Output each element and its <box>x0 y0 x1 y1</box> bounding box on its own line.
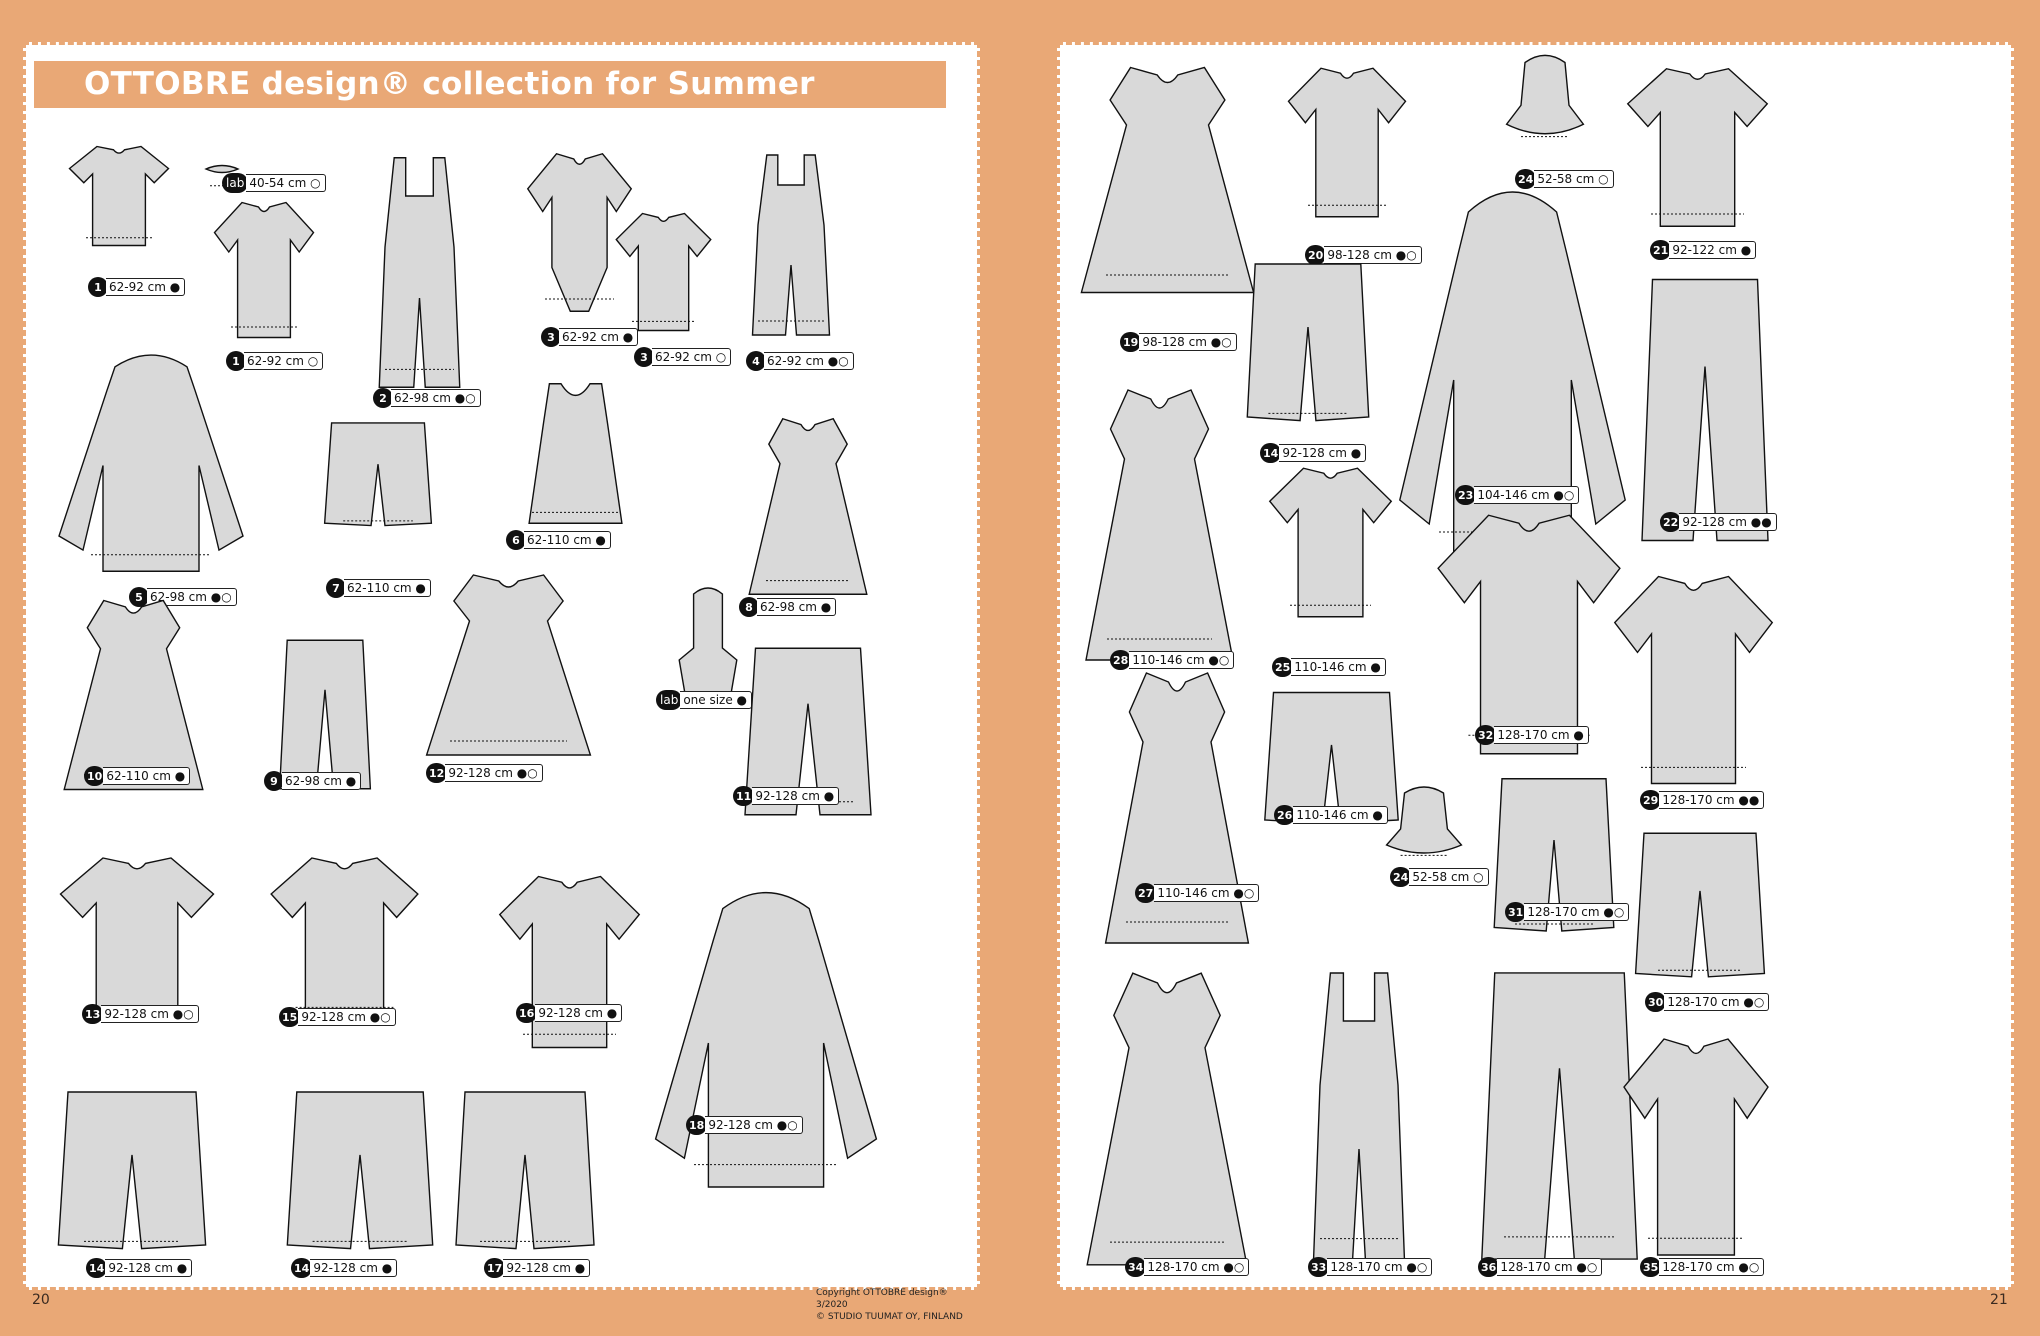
pattern-number-badge: 27 <box>1135 883 1156 903</box>
size-range: 62-92 cm ● <box>106 278 185 296</box>
garment-illustration-tee-joy <box>64 141 174 251</box>
size-range: 92-128 cm ●○ <box>445 764 542 782</box>
polo-outline <box>61 858 214 1020</box>
size-label <box>279 1007 396 1027</box>
size-label <box>373 388 481 408</box>
size-range: 92-128 cm ● <box>105 1259 192 1277</box>
pattern-number-badge: 19 <box>1120 332 1141 352</box>
size-label <box>484 1258 590 1278</box>
page-number-right: 21 <box>1990 1292 2008 1308</box>
pattern-number-badge: 36 <box>1478 1257 1499 1277</box>
heart-dress-outline <box>427 575 591 755</box>
size-range: 98-128 cm ●○ <box>1139 333 1236 351</box>
pattern-number-badge: 6 <box>506 530 526 550</box>
copyright-line-2: © STUDIO TUUMAT OY, FINLAND <box>816 1312 963 1322</box>
right-page <box>1057 42 2014 1290</box>
size-range: 92-122 cm ● <box>1669 241 1756 259</box>
pattern-number-badge: 24 <box>1515 169 1536 189</box>
size-label <box>1640 790 1764 810</box>
size-range: 40-54 cm ○ <box>246 174 325 192</box>
size-label <box>86 1258 192 1278</box>
size-range: 52-58 cm ○ <box>1409 868 1488 886</box>
pattern-number-badge: 17 <box>484 1258 505 1278</box>
pattern-number-badge: 3 <box>541 327 561 347</box>
size-range: 62-110 cm ● <box>524 531 611 549</box>
pattern-number-badge: 4 <box>746 351 766 371</box>
harem-shorts-outline <box>456 1092 594 1249</box>
size-range: 128-170 cm ●○ <box>1327 1258 1432 1276</box>
pattern-number-badge: 3 <box>634 347 654 367</box>
pattern-number-badge: 1 <box>88 277 108 297</box>
pattern-number-badge: 8 <box>739 597 759 617</box>
pattern-number-badge: 9 <box>264 771 284 791</box>
bloomers-drawing <box>320 417 436 535</box>
garment-illustration-shorts-pocket <box>1242 255 1374 435</box>
pattern-number-badge: 32 <box>1475 725 1496 745</box>
size-range: 92-128 cm ● <box>1279 444 1366 462</box>
pattern-number-badge: 5 <box>129 587 149 607</box>
size-range: 62-98 cm ● <box>757 598 836 616</box>
pattern-number-badge: 12 <box>426 763 447 783</box>
shorts-plain-drawing <box>52 1083 212 1263</box>
flutter-top-outline <box>1270 468 1392 617</box>
striped-shirt-outline <box>1438 515 1620 754</box>
pattern-number-badge: 31 <box>1505 902 1526 922</box>
size-range: 92-128 cm ●○ <box>705 1116 802 1134</box>
left-page <box>23 42 980 1322</box>
pattern-number-badge: 2 <box>373 388 393 408</box>
size-range: 62-98 cm ●○ <box>147 588 237 606</box>
garment-illustration-tee-spots <box>611 207 716 337</box>
size-label <box>1478 1257 1602 1277</box>
size-range: 52-58 cm ○ <box>1534 170 1613 188</box>
garment-illustration-bucket-hat-print <box>1505 53 1585 148</box>
garment-illustration-whale-tee <box>263 849 426 1029</box>
bell-dress-drawing <box>1072 957 1262 1281</box>
size-label <box>1272 657 1386 677</box>
pattern-number-badge: 28 <box>1110 650 1131 670</box>
shorts-plain-outline <box>58 1092 205 1249</box>
tee-spots-outline <box>616 214 711 331</box>
pattern-number-badge: 21 <box>1650 240 1671 260</box>
pattern-number-badge: 18 <box>686 1115 707 1135</box>
size-label <box>1135 883 1259 903</box>
size-range: 62-92 cm ○ <box>652 348 731 366</box>
size-range: 92-128 cm ● <box>310 1259 397 1277</box>
size-label <box>634 347 731 367</box>
size-label <box>1120 332 1237 352</box>
drawstring-shorts-outline <box>1265 693 1398 824</box>
size-range: 110-146 cm ● <box>1293 806 1388 824</box>
garment-illustration-polo <box>52 849 222 1029</box>
garment-illustration-dungarees <box>736 145 846 345</box>
garment-illustration-pocket-tee <box>492 867 647 1057</box>
bucket-hat-dot-outline <box>1387 787 1462 853</box>
whale-tee-drawing <box>263 849 426 1029</box>
garment-illustration-shorts-plain <box>52 1083 212 1263</box>
pattern-number-badge: 14 <box>86 1258 107 1278</box>
size-range: 128-170 cm ●○ <box>1659 1258 1764 1276</box>
garment-illustration-tiered-dress <box>1092 658 1262 958</box>
jumpsuit-drawing <box>1294 957 1424 1277</box>
tee-joy-outline <box>70 147 169 246</box>
pattern-number-badge: 13 <box>82 1004 103 1024</box>
size-range: 128-170 cm ●○ <box>1664 993 1769 1011</box>
size-range: 92-128 cm ● <box>752 787 839 805</box>
pattern-number-badge: 7 <box>326 578 346 598</box>
lab-badge: lab <box>656 690 682 710</box>
size-range: 110-146 cm ●○ <box>1129 651 1234 669</box>
size-label <box>516 1003 622 1023</box>
size-range: 92-128 cm ● <box>535 1004 622 1022</box>
harem-shorts-drawing <box>450 1083 600 1263</box>
shorts-pocket-outline <box>1247 264 1368 421</box>
pattern-number-badge: 25 <box>1272 657 1293 677</box>
cargo-pants-outline <box>1642 280 1768 541</box>
pattern-number-badge: 35 <box>1640 1257 1661 1277</box>
size-label <box>222 173 326 193</box>
size-label <box>1660 512 1777 532</box>
bucket-hat-print-drawing <box>1505 53 1585 148</box>
tank-dress-drawing <box>738 409 878 604</box>
size-range: 98-128 cm ●○ <box>1324 246 1421 264</box>
shorts-camo-outline <box>287 1092 432 1249</box>
size-label <box>1125 1257 1249 1277</box>
size-range: 62-92 cm ○ <box>244 352 323 370</box>
size-label <box>746 351 854 371</box>
size-label <box>1505 902 1629 922</box>
hoodie-jacket-drawing <box>51 348 251 583</box>
size-label <box>686 1115 803 1135</box>
chino-shorts-outline <box>1636 833 1765 977</box>
romper-drawing <box>362 145 477 400</box>
garment-illustration-vneck-tee <box>1620 60 1775 235</box>
size-label <box>82 1004 199 1024</box>
striped-dress-drawing <box>1065 55 1270 305</box>
garment-illustration-jumpsuit <box>1294 957 1424 1277</box>
size-range: 104-146 cm ●○ <box>1474 486 1579 504</box>
tee-floral-drawing <box>209 195 319 345</box>
size-label <box>88 277 185 297</box>
copyright <box>816 1287 977 1323</box>
button-shirt-drawing <box>1606 565 1781 795</box>
pattern-number-badge: 11 <box>733 786 754 806</box>
size-label <box>264 771 361 791</box>
size-range: 62-92 cm ●○ <box>764 352 854 370</box>
size-label <box>506 530 611 550</box>
bucket-hat-print-outline <box>1507 55 1584 133</box>
size-range: 92-128 cm ● <box>503 1259 590 1277</box>
size-range: 128-170 cm ●○ <box>1524 903 1629 921</box>
pattern-number-badge: 15 <box>279 1007 300 1027</box>
polo-drawing <box>52 849 222 1029</box>
garment-illustration-romper <box>362 145 477 400</box>
size-range: 110-146 cm ● <box>1291 658 1386 676</box>
garment-illustration-bell-dress <box>1072 957 1262 1281</box>
bucket-hat-dot-drawing <box>1385 785 1463 865</box>
size-range: 62-98 cm ● <box>282 772 361 790</box>
garment-illustration-flutter-dress <box>1072 375 1247 675</box>
top-yoke-drawing <box>503 376 648 531</box>
size-label <box>733 786 839 806</box>
pattern-number-badge: 10 <box>84 766 105 786</box>
size-range: one size ● <box>680 691 752 709</box>
size-range: 62-110 cm ● <box>344 579 431 597</box>
pattern-number-badge: 20 <box>1305 245 1326 265</box>
size-label <box>1650 240 1756 260</box>
romper-outline <box>379 158 460 388</box>
garment-illustration-top-yoke <box>503 376 648 531</box>
size-range: 62-92 cm ● <box>559 328 638 346</box>
pattern-number-badge: 30 <box>1645 992 1666 1012</box>
pattern-number-badge: 14 <box>291 1258 312 1278</box>
garment-illustration-anorak <box>646 883 886 1203</box>
pattern-number-badge: 1 <box>226 351 246 371</box>
pattern-number-badge: 33 <box>1308 1257 1329 1277</box>
size-label <box>1308 1257 1432 1277</box>
vneck-tee-drawing <box>1620 60 1775 235</box>
size-label <box>1274 805 1388 825</box>
size-label <box>1475 725 1589 745</box>
garment-illustration-blouse <box>1616 1027 1776 1267</box>
size-range: 62-110 cm ● <box>103 767 190 785</box>
whale-tee-outline <box>271 858 418 1020</box>
size-label <box>426 763 543 783</box>
tiered-dress-drawing <box>1092 658 1262 958</box>
size-range: 92-128 cm ●○ <box>298 1008 395 1026</box>
striped-pants-outline <box>280 640 371 789</box>
heart-dress-drawing <box>411 565 606 765</box>
wide-pants-outline <box>1482 973 1637 1259</box>
pattern-number-badge: 26 <box>1274 805 1295 825</box>
pattern-number-badge: 29 <box>1640 790 1661 810</box>
garment-illustration-striped-dress <box>1065 55 1270 305</box>
size-label <box>84 766 190 786</box>
ruffle-dress-outline <box>64 601 203 790</box>
page-title: OTTOBRE design® collection for Summer 3/2020 <box>34 61 946 108</box>
size-label <box>739 597 836 617</box>
striped-dress-outline <box>1081 68 1253 293</box>
blouse-drawing <box>1616 1027 1776 1267</box>
garment-illustration-shorts-camo <box>281 1083 439 1263</box>
pattern-number-badge: 14 <box>1260 443 1281 463</box>
pattern-number-badge: 23 <box>1455 485 1476 505</box>
garment-illustration-harem-shorts <box>450 1083 600 1263</box>
size-range: 92-128 cm ●○ <box>101 1005 198 1023</box>
garment-illustration-button-shirt <box>1606 565 1781 795</box>
size-range: 110-146 cm ●○ <box>1154 884 1259 902</box>
size-label <box>1640 1257 1764 1277</box>
flutter-top-drawing <box>1263 460 1398 625</box>
size-range: 128-170 cm ● <box>1494 726 1589 744</box>
button-shirt-outline <box>1615 577 1773 784</box>
size-range: 62-98 cm ●○ <box>391 389 481 407</box>
size-range: 128-170 cm ●● <box>1659 791 1764 809</box>
pocket-tee-drawing <box>492 867 647 1057</box>
garment-illustration-tank-dress <box>738 409 878 604</box>
jumpsuit-outline <box>1314 973 1405 1261</box>
garment-illustration-bucket-hat-dot <box>1385 785 1463 865</box>
size-label <box>1390 867 1489 887</box>
bell-dress-outline <box>1087 973 1247 1265</box>
tank-dress-outline <box>749 419 867 595</box>
vneck-tee-outline <box>1628 69 1768 227</box>
pattern-number-badge: 34 <box>1125 1257 1146 1277</box>
shorts-pocket-drawing <box>1242 255 1374 435</box>
dungarees-outline <box>753 155 830 335</box>
garment-illustration-flutter-top <box>1263 460 1398 625</box>
tee-spots-drawing <box>611 207 716 337</box>
size-range: 128-170 cm ●○ <box>1144 1258 1249 1276</box>
pattern-number-badge: 24 <box>1390 867 1411 887</box>
size-range: 128-170 cm ●○ <box>1497 1258 1602 1276</box>
lab-badge: lab <box>222 173 248 193</box>
shorts-camo-drawing <box>281 1083 439 1263</box>
hoodie-jacket-outline <box>59 355 243 571</box>
headband-outline <box>206 166 238 173</box>
size-range: 92-128 cm ●● <box>1679 513 1776 531</box>
page-number-left: 20 <box>32 1292 50 1308</box>
size-label <box>291 1258 397 1278</box>
blouse-outline <box>1624 1039 1768 1255</box>
anorak-drawing <box>646 883 886 1203</box>
garment-illustration-tee-floral <box>209 195 319 345</box>
pattern-number-badge: 22 <box>1660 512 1681 532</box>
flutter-dress-outline <box>1086 390 1233 660</box>
copyright-line-1: Copyright OTTOBRE design® 3/2020 <box>816 1288 948 1310</box>
garment-illustration-heart-dress <box>411 565 606 765</box>
bloomers-outline <box>325 423 432 526</box>
sun-tee-outline <box>1289 68 1406 217</box>
garment-illustration-bloomers <box>320 417 436 535</box>
garment-illustration-hoodie-jacket <box>51 348 251 583</box>
tee-joy-drawing <box>64 141 174 251</box>
dungarees-drawing <box>736 145 846 345</box>
top-yoke-outline <box>529 384 622 524</box>
pattern-number-badge: 16 <box>516 1003 537 1023</box>
size-label <box>1645 992 1769 1012</box>
anorak-outline <box>656 893 877 1187</box>
tee-floral-outline <box>215 203 314 338</box>
flutter-dress-drawing <box>1072 375 1247 675</box>
bag-outline <box>679 588 737 702</box>
